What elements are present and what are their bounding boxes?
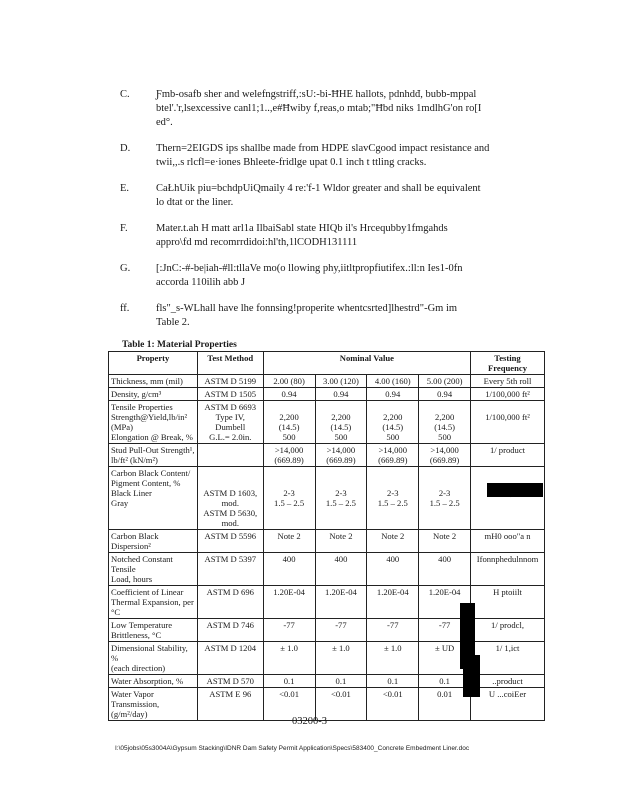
nominal-value-cell (419, 388, 471, 401)
test-method-cell-line: ASTM D 5199 (204, 376, 257, 386)
nominal-value-cell-line: 2,200 (331, 412, 351, 422)
nominal-value-cell-line: 400 (334, 554, 348, 564)
header-testing-frequency (471, 352, 545, 375)
test-method-cell-line: ASTM D 1603, (203, 488, 258, 498)
property-cell (109, 642, 198, 675)
nominal-value-cell (263, 675, 315, 688)
nominal-value-cell-line (318, 468, 365, 478)
item-text-line: Mater.t.ah H matt arl1a IlbaiSabl state HIQb il's Hrcequbby1fmgahds (156, 223, 448, 234)
table-row (109, 586, 545, 619)
nominal-value-cell (263, 586, 315, 619)
test-method-cell-line: ASTM D 746 (206, 620, 254, 630)
nominal-value-cell-line: 500 (438, 432, 452, 442)
nominal-value-cell (367, 530, 419, 553)
page-number: 03200-3 (292, 716, 327, 727)
nominal-value-cell-line: 0.01 (437, 689, 453, 699)
nominal-value-cell (419, 553, 471, 586)
nominal-value-cell-line: ± UD (434, 643, 455, 653)
nominal-value-cell-line: 2-3 (438, 488, 451, 498)
nominal-value-cell (367, 675, 419, 688)
nominal-value-cell-line: >14,000 (274, 445, 304, 455)
property-cell-line: Water Absorption, % (111, 676, 184, 686)
property-cell-line: Stud Pull-Out Strength¹, (111, 445, 195, 455)
table-row (109, 467, 545, 530)
nominal-value-cell (315, 401, 367, 444)
nominal-value-cell (263, 467, 315, 530)
nominal-value-cell-line: -77 (335, 620, 347, 630)
nominal-value-cell (315, 530, 367, 553)
nominal-value-cell-line (266, 402, 313, 412)
nominal-value-cell-line: -77 (438, 620, 451, 630)
testing-frequency-cell (471, 388, 545, 401)
table-row (109, 388, 545, 401)
item-text (156, 142, 576, 170)
test-method-cell-line: G.L.= 2.0in. (209, 432, 252, 442)
nominal-value-cell (315, 675, 367, 688)
nominal-value-cell-line (369, 478, 416, 488)
nominal-value-cell-line: 0.94 (385, 389, 401, 399)
test-method-cell-line: ASTM D 5397 (204, 554, 257, 564)
property-cell (109, 401, 198, 444)
property-cell (109, 688, 198, 721)
testing-frequency-cell (471, 675, 545, 688)
nominal-value-cell-line: 1.5 – 2.5 (429, 498, 460, 508)
test-method-cell (197, 586, 263, 619)
table-row (109, 619, 545, 642)
nominal-value-cell-line: 0.1 (387, 676, 399, 686)
nominal-value-cell-line: 2-3 (283, 488, 295, 498)
testing-frequency-cell (471, 642, 545, 675)
test-method-cell (197, 401, 263, 444)
nominal-value-cell-line (369, 402, 416, 412)
nominal-value-cell-line: 5.00 (200) (426, 376, 463, 386)
property-cell-line: Pigment Content, % (111, 478, 181, 488)
test-method-cell-line: mod. (221, 518, 239, 528)
redaction-bar (463, 655, 480, 697)
nominal-value-cell-line: 0.94 (281, 389, 297, 399)
nominal-value-cell-line: 2,200 (279, 412, 299, 422)
file-path-footer: I:\05jobs\05s3004A\Gypsum Stacking\IDNR Dam Safety Permit Application\Specs\583400_Concrete Embedment Liner.doc (115, 745, 470, 752)
property-cell (109, 619, 198, 642)
nominal-value-cell-line (318, 478, 365, 488)
nominal-value-cell-line (318, 402, 365, 412)
property-cell-line: Coefficient of Linear (111, 587, 184, 597)
testing-frequency-cell-line: 1/100,000 ft² (485, 389, 530, 399)
nominal-value-cell-line: (14.5) (434, 422, 455, 432)
item-text-line: Table 2. (156, 317, 190, 328)
nominal-value-cell (263, 642, 315, 675)
testing-frequency-cell-line (473, 468, 542, 478)
testing-frequency-cell-line: Every 5th roll (483, 376, 532, 386)
test-method-cell-line: ASTM D 5596 (204, 531, 257, 541)
test-method-cell (197, 467, 263, 530)
table-row (109, 530, 545, 553)
item-text-line: appro\fd md recomrrdidoi:hl'th,1lCODH131111 (156, 237, 358, 248)
nominal-value-cell (315, 444, 367, 467)
nominal-value-cell-line: 400 (386, 554, 400, 564)
item-letter: D. (120, 143, 131, 154)
test-method-cell-line: ASTM D 1505 (204, 389, 257, 399)
nominal-value-cell-line: (669.89) (326, 455, 356, 465)
property-cell-line: Notched Constant Tensile (111, 554, 173, 574)
nominal-value-cell-line: 2-3 (335, 488, 347, 498)
nominal-value-cell-line: <0.01 (279, 689, 300, 699)
header-frequency-line: Frequency (488, 363, 528, 373)
item-text-line: Ƒmb-osafb sher and welefngstriff,:sU:-bi-ĦHE hallots, pdnhdđ, bubb-mppal (156, 89, 477, 100)
nominal-value-cell (367, 586, 419, 619)
nominal-value-cell-line: Note 2 (329, 531, 353, 541)
test-method-cell-line: ASTM D 5630, (203, 508, 258, 518)
nominal-value-cell-line: 3.00 (120) (323, 376, 359, 386)
item-letter: G. (120, 263, 131, 274)
test-method-cell (197, 619, 263, 642)
nominal-value-cell-line: 400 (438, 554, 452, 564)
nominal-value-cell-line: ± 1.0 (332, 643, 350, 653)
nominal-value-cell-line: 2,200 (383, 412, 403, 422)
nominal-value-cell-line: 1.20E-04 (428, 587, 461, 597)
property-cell-line: Black Liner (111, 488, 152, 498)
property-cell-line: Tensile Properties (111, 402, 173, 412)
header-test-method: Test Method (197, 352, 263, 375)
nominal-value-cell-line: (14.5) (278, 422, 300, 432)
property-cell (109, 388, 198, 401)
property-cell-line: Thermal Expansion, per (111, 597, 194, 607)
test-method-cell-line: Type IV, (215, 412, 245, 422)
test-method-cell (197, 688, 263, 721)
nominal-value-cell-line: 2,200 (434, 412, 455, 422)
nominal-value-cell-line: (669.89) (378, 455, 408, 465)
testing-frequency-cell (471, 553, 545, 586)
nominal-value-cell-line: 0.94 (437, 389, 453, 399)
test-method-cell-line: Dumbell (215, 422, 246, 432)
testing-frequency-cell (471, 530, 545, 553)
item-letter: C. (120, 89, 130, 100)
nominal-value-cell-line: (669.89) (429, 455, 460, 465)
nominal-value-cell (367, 375, 419, 388)
nominal-value-cell (315, 586, 367, 619)
nominal-value-cell-line (266, 468, 313, 478)
testing-frequency-cell (471, 688, 545, 721)
table-row (109, 553, 545, 586)
property-cell-line: °C (111, 607, 121, 617)
testing-frequency-cell-line: 1/100,000 ft² (485, 412, 530, 422)
test-method-cell (197, 675, 263, 688)
nominal-value-cell (315, 388, 367, 401)
property-cell-line: Elongation @ Break, % (111, 432, 193, 442)
header-property: Property (109, 352, 198, 375)
testing-frequency-cell-line: 1/ product (489, 445, 526, 455)
table-row (109, 375, 545, 388)
property-cell (109, 530, 198, 553)
testing-frequency-cell-line: Ifonnphedulnnom (476, 554, 539, 564)
nominal-value-cell (263, 444, 315, 467)
nominal-value-cell (419, 530, 471, 553)
nominal-value-cell-line (266, 478, 313, 488)
item-text-line: Thern=2EIGDS ips shallbe made from HDPE slavCgood impact resistance and (156, 143, 490, 154)
test-method-cell-line: ASTM D 6693 (204, 402, 257, 412)
nominal-value-cell (367, 553, 419, 586)
table-row (109, 401, 545, 444)
item-letter: F. (120, 223, 128, 234)
property-cell-line: Density, g/cm³ (111, 389, 162, 399)
nominal-value-cell-line: >14,000 (430, 445, 459, 455)
property-cell (109, 675, 198, 688)
nominal-value-cell-line (421, 402, 468, 412)
item-text (156, 88, 576, 130)
nominal-value-cell (367, 444, 419, 467)
test-method-cell (197, 530, 263, 553)
nominal-value-cell-line: 0.94 (333, 389, 349, 399)
nominal-value-cell (315, 619, 367, 642)
header-nominal-value: Nominal Value (263, 352, 470, 375)
property-cell (109, 375, 198, 388)
item-text-line: twii,,.s rlcfl=e·iones Bhleete-fridlge upat 0.1 inch t ttling cracks. (156, 157, 427, 168)
property-cell-line: Water Vapor (111, 689, 154, 699)
item-text-line: ed°. (156, 117, 173, 128)
nominal-value-cell-line: (669.89) (274, 455, 304, 465)
nominal-value-cell (367, 467, 419, 530)
testing-frequency-cell-line: 1/ 1,ict (495, 643, 520, 653)
item-text-line: accorda 110ilih abb J (156, 277, 246, 288)
nominal-value-cell (367, 642, 419, 675)
test-method-cell-line: ASTM D 570 (206, 676, 254, 686)
nominal-value-cell-line: >14,000 (326, 445, 356, 455)
nominal-value-cell-line: 400 (282, 554, 296, 564)
item-text (156, 222, 576, 250)
item-text-line: [:JnC:-#-be|iah-#ll:tllaVe mo(o llowing phy,iitltpropfiutifex.:ll:n Ies1-0fn (156, 263, 463, 274)
nominal-value-cell-line: 500 (282, 432, 296, 442)
nominal-value-cell (419, 444, 471, 467)
nominal-value-cell-line: (14.5) (382, 422, 404, 432)
nominal-value-cell-line: 500 (386, 432, 400, 442)
testing-frequency-cell (471, 401, 545, 444)
nominal-value-cell-line (421, 468, 468, 478)
nominal-value-cell (315, 553, 367, 586)
table-title: Table 1: Material Properties (122, 340, 237, 350)
property-cell-line: Strength@Yield,lb/in² (111, 412, 188, 422)
nominal-value-cell (367, 401, 419, 444)
nominal-value-cell (367, 688, 419, 721)
nominal-value-cell-line: 1.20E-04 (273, 587, 305, 597)
test-method-cell (197, 553, 263, 586)
nominal-value-cell-line: <0.01 (330, 689, 351, 699)
nominal-value-cell-line: 1.5 – 2.5 (377, 498, 408, 508)
nominal-value-cell-line: 2.00 (80) (273, 376, 305, 386)
testing-frequency-cell-line: 1/ prodcl, (491, 620, 524, 630)
testing-frequency-cell-line: mH0 ooo"a n (484, 531, 531, 541)
nominal-value-cell-line (369, 468, 416, 478)
nominal-value-cell-line: Note 2 (381, 531, 405, 541)
nominal-value-cell-line: >14,000 (378, 445, 407, 455)
testing-frequency-cell-line (473, 402, 542, 412)
nominal-value-cell-line: 0.1 (439, 676, 450, 686)
nominal-value-cell-line: 2-3 (387, 488, 399, 498)
nominal-value-cell (263, 530, 315, 553)
property-cell-line: Brittleness, °C (111, 630, 162, 640)
testing-frequency-cell-line: ..product (492, 676, 523, 686)
item-text-line: lo dtat or the liner. (156, 197, 234, 208)
nominal-value-cell (315, 375, 367, 388)
testing-frequency-cell (471, 586, 545, 619)
nominal-value-cell-line: 4.00 (160) (374, 376, 411, 386)
test-method-cell-line: mod. (221, 498, 239, 508)
property-cell-line: Thickness, mm (mil) (111, 376, 183, 386)
test-method-cell (197, 388, 263, 401)
property-cell-line: lb/ft² (kN/m²) (111, 455, 158, 465)
testing-frequency-cell-line: H ptoiilt (493, 587, 522, 597)
property-cell-line: Load, hours (111, 574, 153, 584)
nominal-value-cell (367, 619, 419, 642)
testing-frequency-cell-line: U ...coiEer (488, 689, 527, 699)
property-cell (109, 553, 198, 586)
item-text-line: btel'.'r,lsexcessive canl1;1..,e#Ħwiby f,reas,o mtab;"Ħbd niks 1mdlhG'on ro[I (156, 103, 482, 114)
property-cell-line: (MPa) (111, 422, 133, 432)
nominal-value-cell-line: <0.01 (382, 689, 403, 699)
nominal-value-cell (315, 642, 367, 675)
item-letter: ff. (120, 303, 130, 314)
testing-frequency-cell (471, 467, 545, 530)
nominal-value-cell (419, 401, 471, 444)
item-text-line: CaŁhUik piu=bchdpUiQmaily 4 re:'f-1 Wldor greater and shall be equivalent (156, 183, 481, 194)
nominal-value-cell-line: Note 2 (433, 531, 457, 541)
test-method-cell (197, 444, 263, 467)
property-cell (109, 467, 198, 530)
nominal-value-cell-line: -77 (283, 620, 295, 630)
item-text-line: fls"_s-WLhall have lhe fonnsing!properite whentcsrted]lhestrd"-Gm im (156, 303, 458, 314)
nominal-value-cell (263, 375, 315, 388)
nominal-value-cell-line: 1.5 – 2.5 (274, 498, 305, 508)
nominal-value-cell (419, 467, 471, 530)
item-text (156, 182, 576, 210)
nominal-value-cell-line (421, 478, 468, 488)
nominal-value-cell-line: 0.1 (283, 676, 295, 686)
property-cell (109, 444, 198, 467)
test-method-cell-line: ASTM D 696 (206, 587, 254, 597)
nominal-value-cell-line: ± 1.0 (280, 643, 298, 653)
property-cell (109, 586, 198, 619)
nominal-value-cell-line: (14.5) (330, 422, 352, 432)
nominal-value-cell-line: ± 1.0 (383, 643, 402, 653)
testing-frequency-cell (471, 375, 545, 388)
test-method-cell-line (200, 468, 261, 478)
testing-frequency-cell (471, 444, 545, 467)
property-cell-line: Gray (111, 498, 129, 508)
item-text (156, 302, 576, 330)
item-text (156, 262, 576, 290)
nominal-value-cell-line: -77 (387, 620, 399, 630)
nominal-value-cell-line: 0.1 (335, 676, 347, 686)
test-method-cell-line (200, 445, 261, 455)
nominal-value-cell (419, 375, 471, 388)
property-cell-line: Carbon Black Dispersion² (111, 531, 159, 551)
item-letter: E. (120, 183, 130, 194)
test-method-cell-line (200, 478, 261, 488)
test-method-cell-line: ASTM E 96 (209, 689, 252, 699)
test-method-cell (197, 642, 263, 675)
test-method-cell-line: ASTM D 1204 (204, 643, 257, 653)
property-cell-line: Transmission, (g/m²/day) (111, 699, 160, 719)
redaction-bar (487, 483, 543, 497)
nominal-value-cell (263, 619, 315, 642)
header-frequency-line: Testing (494, 353, 521, 363)
nominal-value-cell (263, 388, 315, 401)
test-method-cell (197, 375, 263, 388)
property-cell-line: Dimensional Stability, % (111, 643, 188, 663)
table-header-row (109, 352, 545, 375)
nominal-value-cell (263, 553, 315, 586)
property-cell-line: (each direction) (111, 663, 166, 673)
property-cell-line: Low Temperature (111, 620, 173, 630)
nominal-value-cell-line: 1.5 – 2.5 (325, 498, 356, 508)
nominal-value-cell-line: 1.20E-04 (376, 587, 409, 597)
nominal-value-cell-line: Note 2 (277, 531, 301, 541)
nominal-value-cell (367, 388, 419, 401)
nominal-value-cell (263, 401, 315, 444)
nominal-value-cell-line: 1.20E-04 (325, 587, 357, 597)
nominal-value-cell (315, 467, 367, 530)
testing-frequency-cell (471, 619, 545, 642)
table-row (109, 444, 545, 467)
property-cell-line: Carbon Black Content/ (111, 468, 191, 478)
nominal-value-cell-line: 500 (334, 432, 348, 442)
